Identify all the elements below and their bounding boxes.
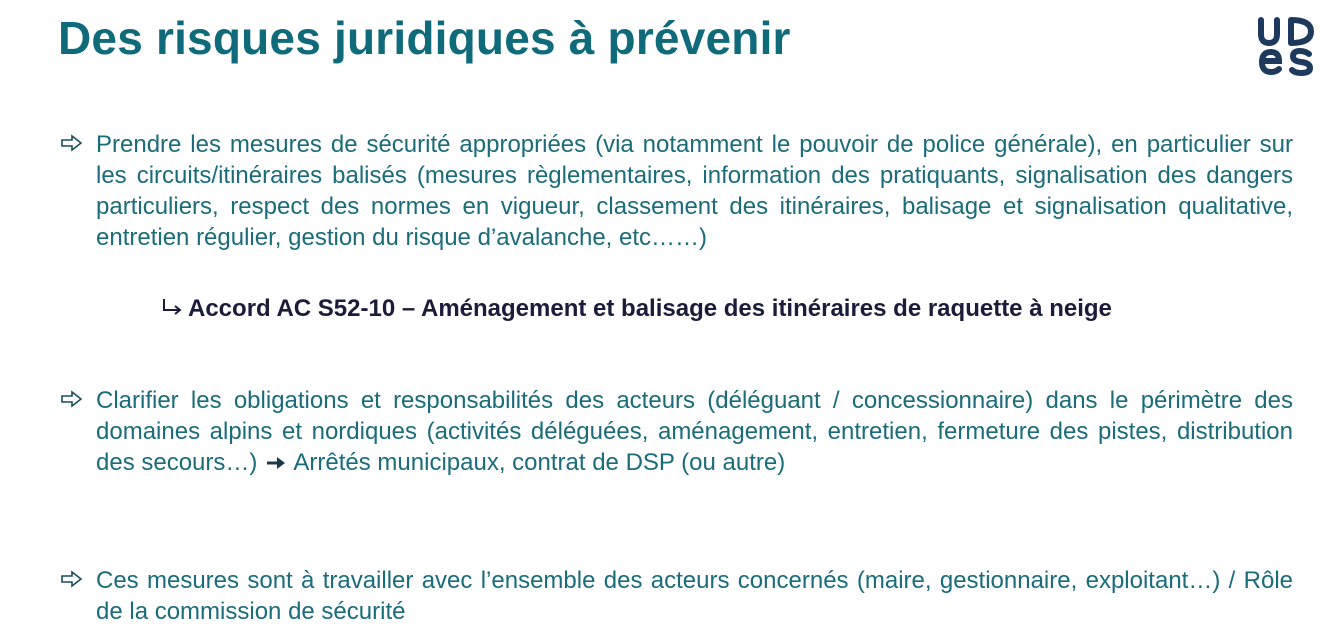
bullet-text-part: Arrêtés municipaux, contrat de DSP (ou autre) bbox=[293, 449, 786, 476]
slide-title: Des risques juridiques à prévenir bbox=[58, 12, 791, 64]
bullet-text: Ces mesures sont à travailler avec l’ensemble des acteurs concernés (maire, gestionnaire, exploitant…) / Rôle de la commission de sécurité bbox=[96, 567, 1293, 625]
hollow-right-arrow-icon bbox=[60, 129, 84, 160]
solid-right-arrow-icon bbox=[264, 455, 288, 471]
bullet-text: Prendre les mesures de sécurité appropriées (via notamment le pouvoir de police générale), en particulier sur les circuits/itinéraires balisés (mesures règlementaires, information des pratiquants, signalisation des dangers particuliers, respect des normes en vigueur, classement des itinéraires, balisage et signalisation qualitative, entretien régulier, gestion du risque d’avalanche, etc……) bbox=[96, 131, 1293, 251]
hollow-right-arrow-icon bbox=[60, 385, 84, 416]
bullet-text-part: Clarifier les obligations et responsabilités des acteurs (déléguant / concessionnaire) dans le périmètre des domaines alpins et nordiques (activités déléguées, aménagement, entretien, fermeture des pistes, distribution des secours…) bbox=[96, 387, 1293, 476]
hollow-right-arrow-icon bbox=[60, 565, 84, 596]
bullet-item-3 bbox=[60, 565, 1293, 627]
sub-item bbox=[160, 293, 1112, 324]
hook-arrow-icon bbox=[160, 297, 184, 317]
sub-item-text: Accord AC S52-10 – Aménagement et balisage des itinéraires de raquette à neige bbox=[188, 295, 1112, 322]
udes-logo bbox=[1255, 16, 1319, 78]
bullet-item-2 bbox=[60, 385, 1293, 478]
bullet-text bbox=[96, 385, 1293, 478]
bullet-item-1 bbox=[60, 129, 1293, 253]
